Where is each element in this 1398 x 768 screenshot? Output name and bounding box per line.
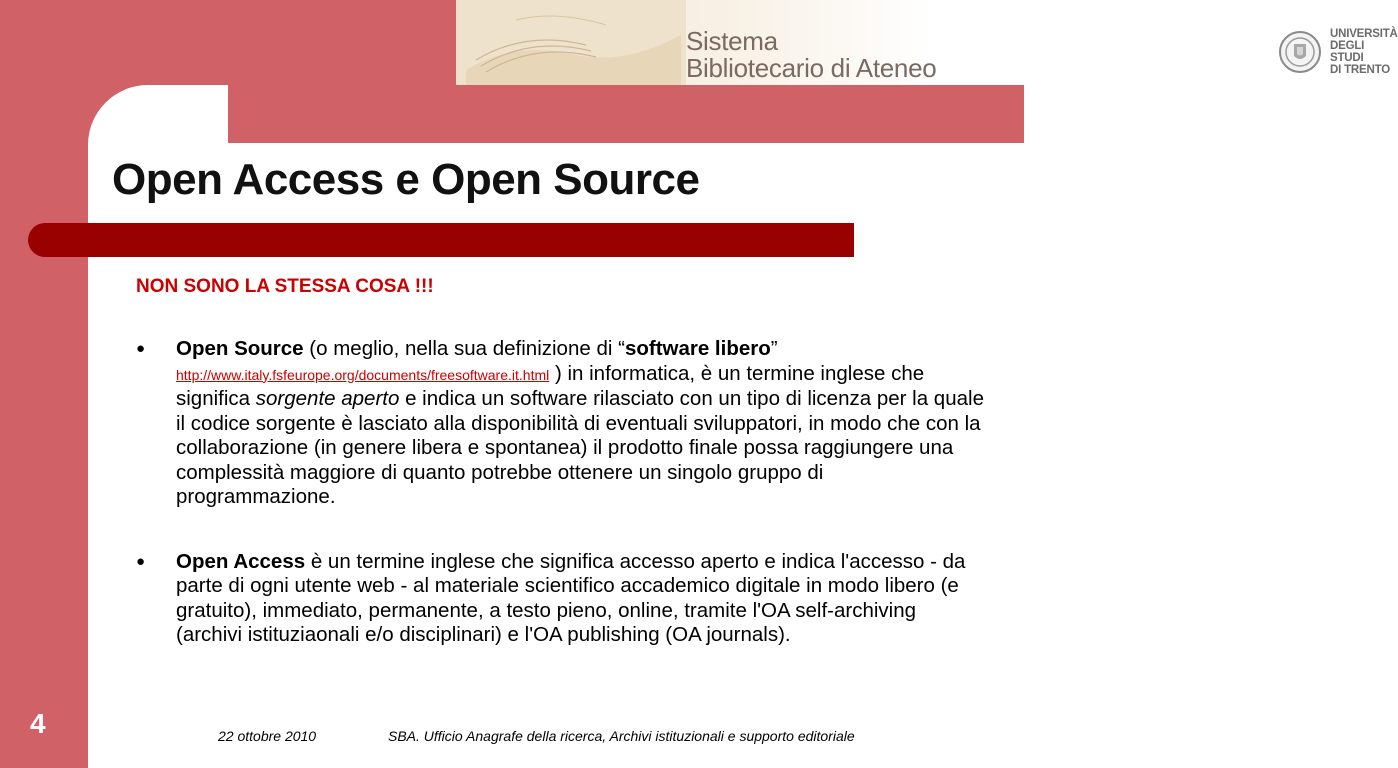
sba-logo-title xyxy=(686,28,936,82)
university-logo xyxy=(1278,28,1398,76)
term-software-libero: software libero xyxy=(624,337,771,360)
bullet-text: è un termine inglese che significa accesso aperto e indica l'accesso - da parte di ogni utente web - al materiale scientifico accademico digitale in modo libero (e gratuito), immediato, permanente, a testo pieno, online, tramite l'OA self-archiving (archivi istituziaonali e/o disciplinari) e l'OA publishing (OA journals). xyxy=(176,549,966,646)
slide-number: 4 xyxy=(30,708,46,739)
header-banner xyxy=(228,0,1398,143)
book-image xyxy=(456,0,686,85)
sba-title-line1: Sistema xyxy=(686,26,778,56)
bullet-text: (o meglio, nella sua definizione di “ xyxy=(303,337,625,360)
slide-title: Open Access e Open Source xyxy=(112,155,700,204)
bullet-open-access xyxy=(136,550,986,648)
bullet-text: e indica un software rilasciato con un tipo di licenza per la quale il codice sorgente è lasciato alla disponibilità di eventuali sviluppatori, in modo che con la collaborazione (in genere libera e spontanea) il prodotto finale possa raggiungere una complessità maggiore di quanto potrebbe ottenere un singolo gruppo di programmazione. xyxy=(176,387,984,508)
footer-text: SBA. Ufficio Anagrafe della ricerca, Archivi istituzionali e supporto editoriale xyxy=(388,728,855,744)
footer-date: 22 ottobre 2010 xyxy=(218,728,317,744)
term-open-access: Open Access xyxy=(176,549,306,573)
university-name-line1: UNIVERSITÀ DEGLI STUDI xyxy=(1330,28,1398,64)
bullet-dot-icon: ● xyxy=(136,340,146,357)
term-open-source: Open Source xyxy=(176,337,304,360)
university-seal-icon xyxy=(1278,30,1322,74)
bullet-text: ) in informatica, è un termine inglese che significa xyxy=(176,361,925,410)
bullet-dot-icon: ● xyxy=(136,552,146,570)
slide-subheading: NON SONO LA STESSA COSA !!! xyxy=(136,276,434,297)
bullet-open-source xyxy=(136,337,986,510)
university-name-line2: DI TRENTO xyxy=(1330,64,1390,76)
sba-title-line2: Bibliotecario di Ateneo xyxy=(686,53,937,83)
bullet-text: ” xyxy=(770,337,778,360)
term-sorgente-aperto: sorgente aperto xyxy=(255,387,400,410)
bullet-list xyxy=(136,337,986,648)
header-strip xyxy=(456,0,1398,85)
fsfe-link[interactable]: http://www.italy.fsfeurope.org/documents/freesoftware.it.html xyxy=(176,366,550,383)
title-underline-bar xyxy=(28,223,854,257)
